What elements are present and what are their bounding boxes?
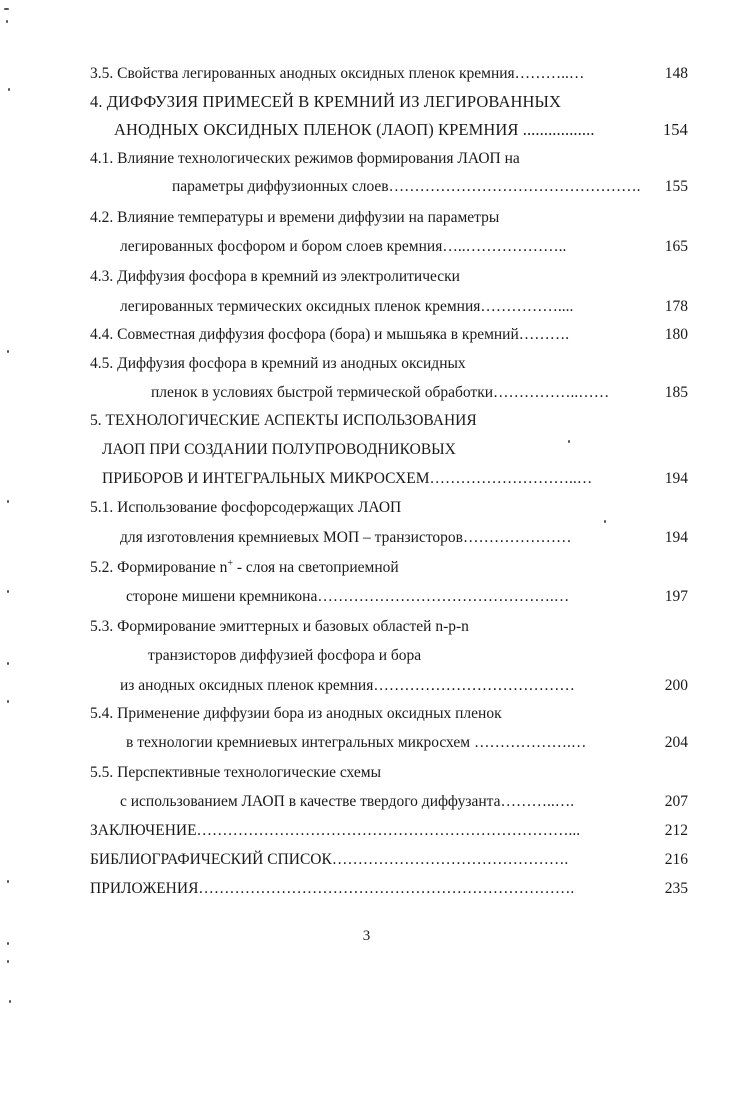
toc-entry-4-3-title <box>0 264 733 290</box>
toc-entry-text: пленок в условиях быстрой термической обработки……………..…… <box>151 384 610 401</box>
toc-chapter-4-title <box>0 89 733 115</box>
toc-entry-text: 4.2. Влияние температуры и времени диффузии на параметры <box>90 209 500 226</box>
toc-entry-text: в технологии кремниевых интегральных микросхем ……………….… <box>126 734 587 751</box>
toc-entry-page: 178 <box>664 298 688 315</box>
toc-entry-text: АНОДНЫХ ОКСИДНЫХ ПЛЕНОК (ЛАОП) КРЕМНИЯ ................. <box>114 120 595 139</box>
toc-entry-4-2 <box>0 234 733 260</box>
toc-entry-5-4 <box>0 730 733 756</box>
toc-entry-5-3-title <box>0 614 733 640</box>
scan-mark <box>4 8 9 10</box>
toc-entry-text: для изготовления кремниевых МОП – транзисторов………………… <box>120 529 572 546</box>
toc-entry-4-5-title <box>0 351 733 377</box>
toc-entry-5-1-title <box>0 495 733 521</box>
toc-entry-page: 235 <box>664 880 688 897</box>
toc-entry-page: 212 <box>664 822 688 839</box>
toc-entry-appendices <box>0 876 733 902</box>
scan-mark <box>6 20 8 23</box>
toc-entry-conclusion <box>0 818 733 844</box>
toc-entry-5-3 <box>0 673 733 699</box>
toc-entry-4-3 <box>0 294 733 320</box>
toc-entry-text: из анодных оксидных пленок кремния………………………………… <box>120 677 575 694</box>
toc-entry-text: параметры диффузионных слоев…………………………………………. <box>172 178 641 195</box>
scan-mark <box>7 960 9 963</box>
toc-entry-text: 5.5. Перспективные технологические схемы <box>90 764 382 781</box>
toc-entry-text: ЛАОП ПРИ СОЗДАНИИ ПОЛУПРОВОДНИКОВЫХ <box>102 441 456 458</box>
toc-entry-5-4-title <box>0 701 733 727</box>
toc-entry-text: ЗАКЛЮЧЕНИЕ………………………………………………………………... <box>90 822 581 839</box>
toc-entry-text: БИБЛИОГРАФИЧЕСКИЙ СПИСОК………………………………………. <box>90 851 569 868</box>
page-number: 3 <box>362 928 371 944</box>
toc-entry-text: транзисторов диффузией фосфора и бора <box>148 647 422 664</box>
toc-entry-page: 197 <box>664 588 688 605</box>
superscript-plus: + <box>227 557 233 569</box>
toc-entry-text: стороне мишени кремникона……………………………………….… <box>126 588 570 605</box>
toc-entry-text: 5.3. Формирование эмиттерных и базовых областей n-p-n <box>90 618 469 635</box>
toc-entry-page: 185 <box>664 384 688 401</box>
toc-entry-page: 207 <box>664 793 688 810</box>
toc-entry-page: 165 <box>664 238 688 255</box>
toc-entry-text: с использованием ЛАОП в качестве твердого диффузанта………..…. <box>120 793 575 810</box>
toc-entry-page: 216 <box>664 851 688 868</box>
toc-entry-text: легированных термических оксидных пленок кремния…………….... <box>120 298 574 315</box>
toc-entry-page: 155 <box>664 178 688 195</box>
toc-entry-text: 5. ТЕХНОЛОГИЧЕСКИЕ АСПЕКТЫ ИСПОЛЬЗОВАНИЯ <box>90 412 477 429</box>
toc-entry-bibliography <box>0 847 733 873</box>
toc-entry-text: 3.5. Свойства легированных анодных оксидных пленок кремния………..… <box>90 65 585 82</box>
toc-entry-5-5 <box>0 789 733 815</box>
toc-entry-text: 4.4. Совместная диффузия фосфора (бора) и мышьяка в кремний………. <box>90 326 570 343</box>
toc-chapter-4 <box>0 117 733 143</box>
toc-entry-page: 194 <box>664 470 688 487</box>
toc-entry-text: 4.1. Влияние технологических режимов формирования ЛАОП на <box>90 150 520 167</box>
toc-entry-text: 5.1. Использование фосфорсодержащих ЛАОП <box>90 499 402 516</box>
toc-entry-text-part: 5.2. Формирование n <box>90 559 228 576</box>
toc-entry-text <box>90 555 650 581</box>
toc-entry-text: легированных фосфором и бором слоев кремния…..……………….. <box>120 238 567 255</box>
toc-entry-text: ПРИБОРОВ И ИНТЕГРАЛЬНЫХ МИКРОСХЕМ………………………..… <box>102 470 593 487</box>
toc-entry-4-5 <box>0 380 733 406</box>
toc-entry-5-1 <box>0 525 733 551</box>
toc-entry-text: 4.3. Диффузия фосфора в кремний из электролитически <box>90 268 460 285</box>
toc-entry-5-3-title-cont <box>0 643 733 669</box>
toc-chapter-5-title-cont <box>0 437 733 463</box>
toc-chapter-5-title <box>0 408 733 434</box>
toc-entry-page: 204 <box>664 734 688 751</box>
toc-entry-3-5 <box>0 61 733 87</box>
toc-entry-text: ПРИЛОЖЕНИЯ………………………………………………………………. <box>90 880 575 897</box>
toc-entry-text: 5.4. Применение диффузии бора из анодных оксидных пленок <box>90 705 502 722</box>
toc-entry-4-1 <box>0 174 733 200</box>
toc-entry-page: 180 <box>664 326 688 343</box>
scan-mark <box>9 1000 11 1003</box>
toc-entry-page: 194 <box>664 529 688 546</box>
toc-entry-text-part: - слоя на светоприемной <box>232 559 399 576</box>
toc-entry-5-5-title <box>0 760 733 786</box>
toc-entry-4-1-title <box>0 146 733 172</box>
toc-entry-page: 148 <box>664 65 688 82</box>
toc-entry-4-2-title <box>0 205 733 231</box>
toc-chapter-5 <box>0 466 733 492</box>
toc-entry-text: 4.5. Диффузия фосфора в кремний из анодных оксидных <box>90 355 466 372</box>
toc-entry-5-2 <box>0 584 733 610</box>
toc-entry-4-4 <box>0 322 733 348</box>
toc-entry-5-2-title <box>0 555 733 581</box>
toc-entry-text: 4. ДИФФУЗИЯ ПРИМЕСЕЙ В КРЕМНИЙ ИЗ ЛЕГИРОВАННЫХ <box>90 92 562 111</box>
toc-entry-page: 200 <box>664 677 688 694</box>
toc-entry-page: 154 <box>662 120 688 139</box>
